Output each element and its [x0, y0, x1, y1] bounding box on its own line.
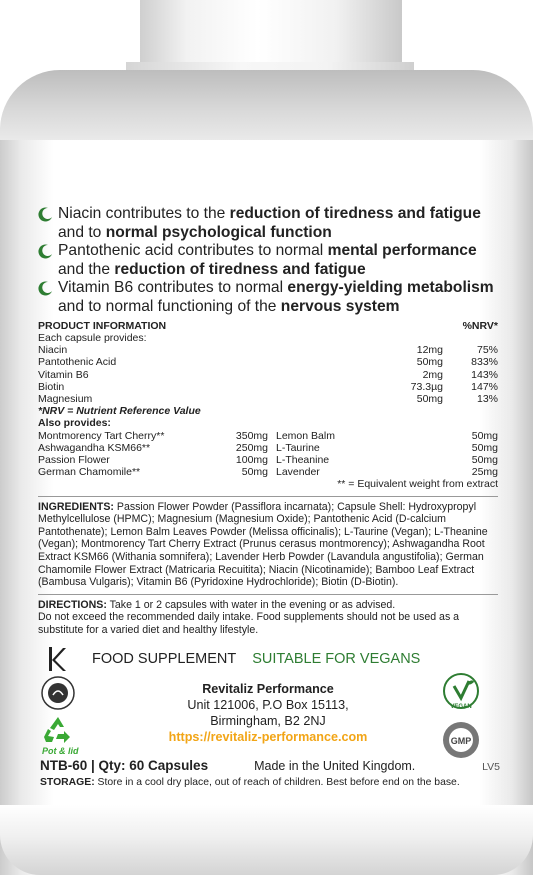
storage-label: STORAGE: [40, 777, 95, 788]
health-claims [38, 205, 498, 316]
claim-plain-text: and the [58, 260, 115, 278]
company-address-line-1: Unit 121006, P.O Box 15113, [187, 697, 349, 712]
ingredients-text: Passion Flower Powder (Passiflora incarnata); Capsule Shell: Hydroxypropyl Methylcellulose (HPMC); Magnesium (Magnesium Oxide); Pantothenic Acid (D-calcium Pantothenate); Lemon Balm Leaves Powder (Melissa officinalis); L-Taurine (Vegan); L-Theanine (Vegan); Montmorency Tart Cherry Extract (Prunus cerasus montmorency); Ashwagandha Root Extract KSM66 (Withania somnifera); Lavender Herb Powder (Lavandula angustifolia); German Chamomile Flower Extract (Matricaria Recuitita); Niacin (Nicotinamide); Bamboo Leaf Extract (Bambusa Vulgaris); Vitamin B6 (Pyridoxine Hydrochloride); Biotin (D-Biotin). [38, 500, 488, 589]
each-capsule-text: Each capsule provides: [38, 332, 147, 344]
nutrient-row [38, 393, 498, 405]
nutrient-name: Magnesium [38, 393, 93, 406]
claim-text [58, 205, 481, 224]
ingredients-label: INGREDIENTS: [38, 500, 114, 513]
ingredient-name: Passion Flower [38, 454, 110, 467]
also-provides-row [38, 442, 498, 454]
directions-paragraph [38, 599, 498, 612]
nutrient-row [38, 381, 498, 393]
lv-code: LV5 [482, 761, 500, 773]
claim-text [58, 298, 400, 317]
claim-bold-text: mental performance [327, 242, 477, 259]
product-label [38, 205, 498, 805]
nutrient-name: Biotin [38, 380, 65, 393]
nutrient-row [38, 369, 498, 381]
nutrient-nrv: 147% [471, 380, 498, 393]
also-provides-table [38, 430, 498, 479]
claim-plain-text: and to normal functioning of the [58, 297, 281, 315]
nutrient-row [38, 356, 498, 368]
claim-line [38, 242, 498, 261]
nutrient-amount: 12mg [416, 344, 443, 357]
suitable-vegans-text: SUITABLE FOR VEGANS [252, 650, 421, 667]
claim-line [38, 279, 498, 298]
nutrient-nrv: 833% [471, 356, 498, 369]
ingredient-name: Lemon Balm [276, 429, 335, 442]
vegan-badge-text: VEGAN [450, 704, 472, 710]
ingredient-name: L-Theanine [276, 454, 330, 467]
claim-bold-text: reduction of tiredness and fatigue [114, 260, 366, 278]
nutrient-nrv: 75% [476, 344, 498, 357]
made-in-text: Made in the United Kingdom. [254, 759, 416, 773]
claim-line [38, 298, 498, 317]
claim-text [58, 279, 494, 298]
product-info-heading: PRODUCT INFORMATION [38, 320, 167, 332]
nrv-heading: %NRV* [462, 320, 498, 332]
bottle-cap [140, 0, 402, 66]
nutrient-amount: 50mg [416, 393, 443, 406]
claim-plain-text: Vitamin B6 contributes to normal [58, 279, 288, 296]
ingredient-amount: 50mg [471, 454, 498, 467]
k-brand-icon [46, 645, 68, 673]
crescent-moon-icon [38, 244, 53, 259]
ingredient-name: L-Taurine [276, 441, 320, 454]
supplement-row [38, 645, 498, 673]
claim-bold-text: energy-yielding metabolism [287, 279, 494, 296]
nutrient-name: Vitamin B6 [38, 368, 89, 381]
nutrient-name: Pantothenic Acid [38, 356, 117, 369]
company-name: Revitaliz Performance [202, 681, 334, 696]
nutrient-amount: 2mg [422, 368, 443, 381]
nutrient-nrv: 13% [476, 393, 498, 406]
recycle-icon [40, 715, 76, 745]
gmp-text: GMP [450, 736, 472, 746]
ingredient-amount: 50mg [241, 466, 268, 479]
extract-footnote: ** = Equivalent weight from extract [337, 478, 498, 491]
directions-text: Take 1 or 2 capsules with water in the evening or as advised. [106, 598, 396, 611]
ingredient-amount: 25mg [471, 466, 498, 479]
nutrient-row [38, 344, 498, 356]
nutrient-nrv: 143% [471, 368, 498, 381]
bottle-base [0, 805, 533, 875]
product-code-qty: NTB-60 | Qty: 60 Capsules [40, 758, 209, 773]
claim-bold-text: normal psychological function [105, 223, 332, 241]
ingredient-name: Montmorency Tart Cherry** [38, 429, 165, 442]
crescent-moon-icon [38, 207, 53, 222]
nutrient-name: Niacin [38, 344, 68, 357]
halal-badge-icon [40, 675, 76, 711]
claim-text [58, 242, 477, 261]
company-url: https://revitaliz-performance.com [168, 729, 368, 744]
nutrient-amount: 73.3µg [410, 380, 443, 393]
ingredient-amount: 50mg [471, 429, 498, 442]
divider [38, 496, 498, 497]
footer-line [40, 760, 500, 773]
company-block [38, 681, 498, 745]
claim-plain-text: Niacin contributes to the [58, 205, 230, 222]
intake-warning: Do not exceed the recommended daily intake. Food supplements should not be used as a substitute for a varied diet and healthy lifestyle. [38, 611, 460, 636]
ingredient-amount: 50mg [471, 441, 498, 454]
claim-line [38, 261, 498, 280]
ingredients-paragraph [38, 501, 498, 589]
product-info-header [38, 320, 498, 332]
also-provides-row [38, 466, 498, 478]
food-supplement-text: FOOD SUPPLEMENT [92, 650, 237, 667]
company-address-line-2: Birmingham, B2 2NJ [210, 713, 326, 728]
ingredient-name: Lavender [276, 466, 320, 479]
ingredient-name: German Chamomile** [38, 466, 141, 479]
nrv-note: *NRV = Nutrient Reference Value [38, 405, 201, 418]
ingredient-name: Ashwagandha KSM66** [38, 441, 151, 454]
directions-label: DIRECTIONS: [38, 598, 107, 611]
claim-text [58, 224, 332, 243]
claim-bold-text: nervous system [280, 297, 400, 315]
ingredient-amount: 250mg [235, 441, 268, 454]
claim-text [58, 261, 366, 280]
storage-text: Store in a cool dry place, out of reach of children. Best before end on the base. [94, 777, 460, 788]
claim-line [38, 205, 498, 224]
claim-plain-text: Pantothenic acid contributes to normal [58, 242, 328, 259]
storage-line [40, 777, 510, 789]
crescent-moon-icon [38, 281, 53, 296]
claim-bold-text: reduction of tiredness and fatigue [229, 205, 481, 222]
also-provides-heading: Also provides: [38, 417, 111, 430]
nutrient-table [38, 344, 498, 405]
ingredient-amount: 350mg [235, 429, 268, 442]
claim-line [38, 224, 498, 243]
nutrient-amount: 50mg [416, 356, 443, 369]
ingredient-amount: 100mg [235, 454, 268, 467]
claim-plain-text: and to [58, 223, 106, 241]
also-provides-row [38, 430, 498, 442]
recycle-text: Pot & lid [42, 746, 79, 756]
also-provides-row [38, 454, 498, 466]
divider [38, 594, 498, 595]
